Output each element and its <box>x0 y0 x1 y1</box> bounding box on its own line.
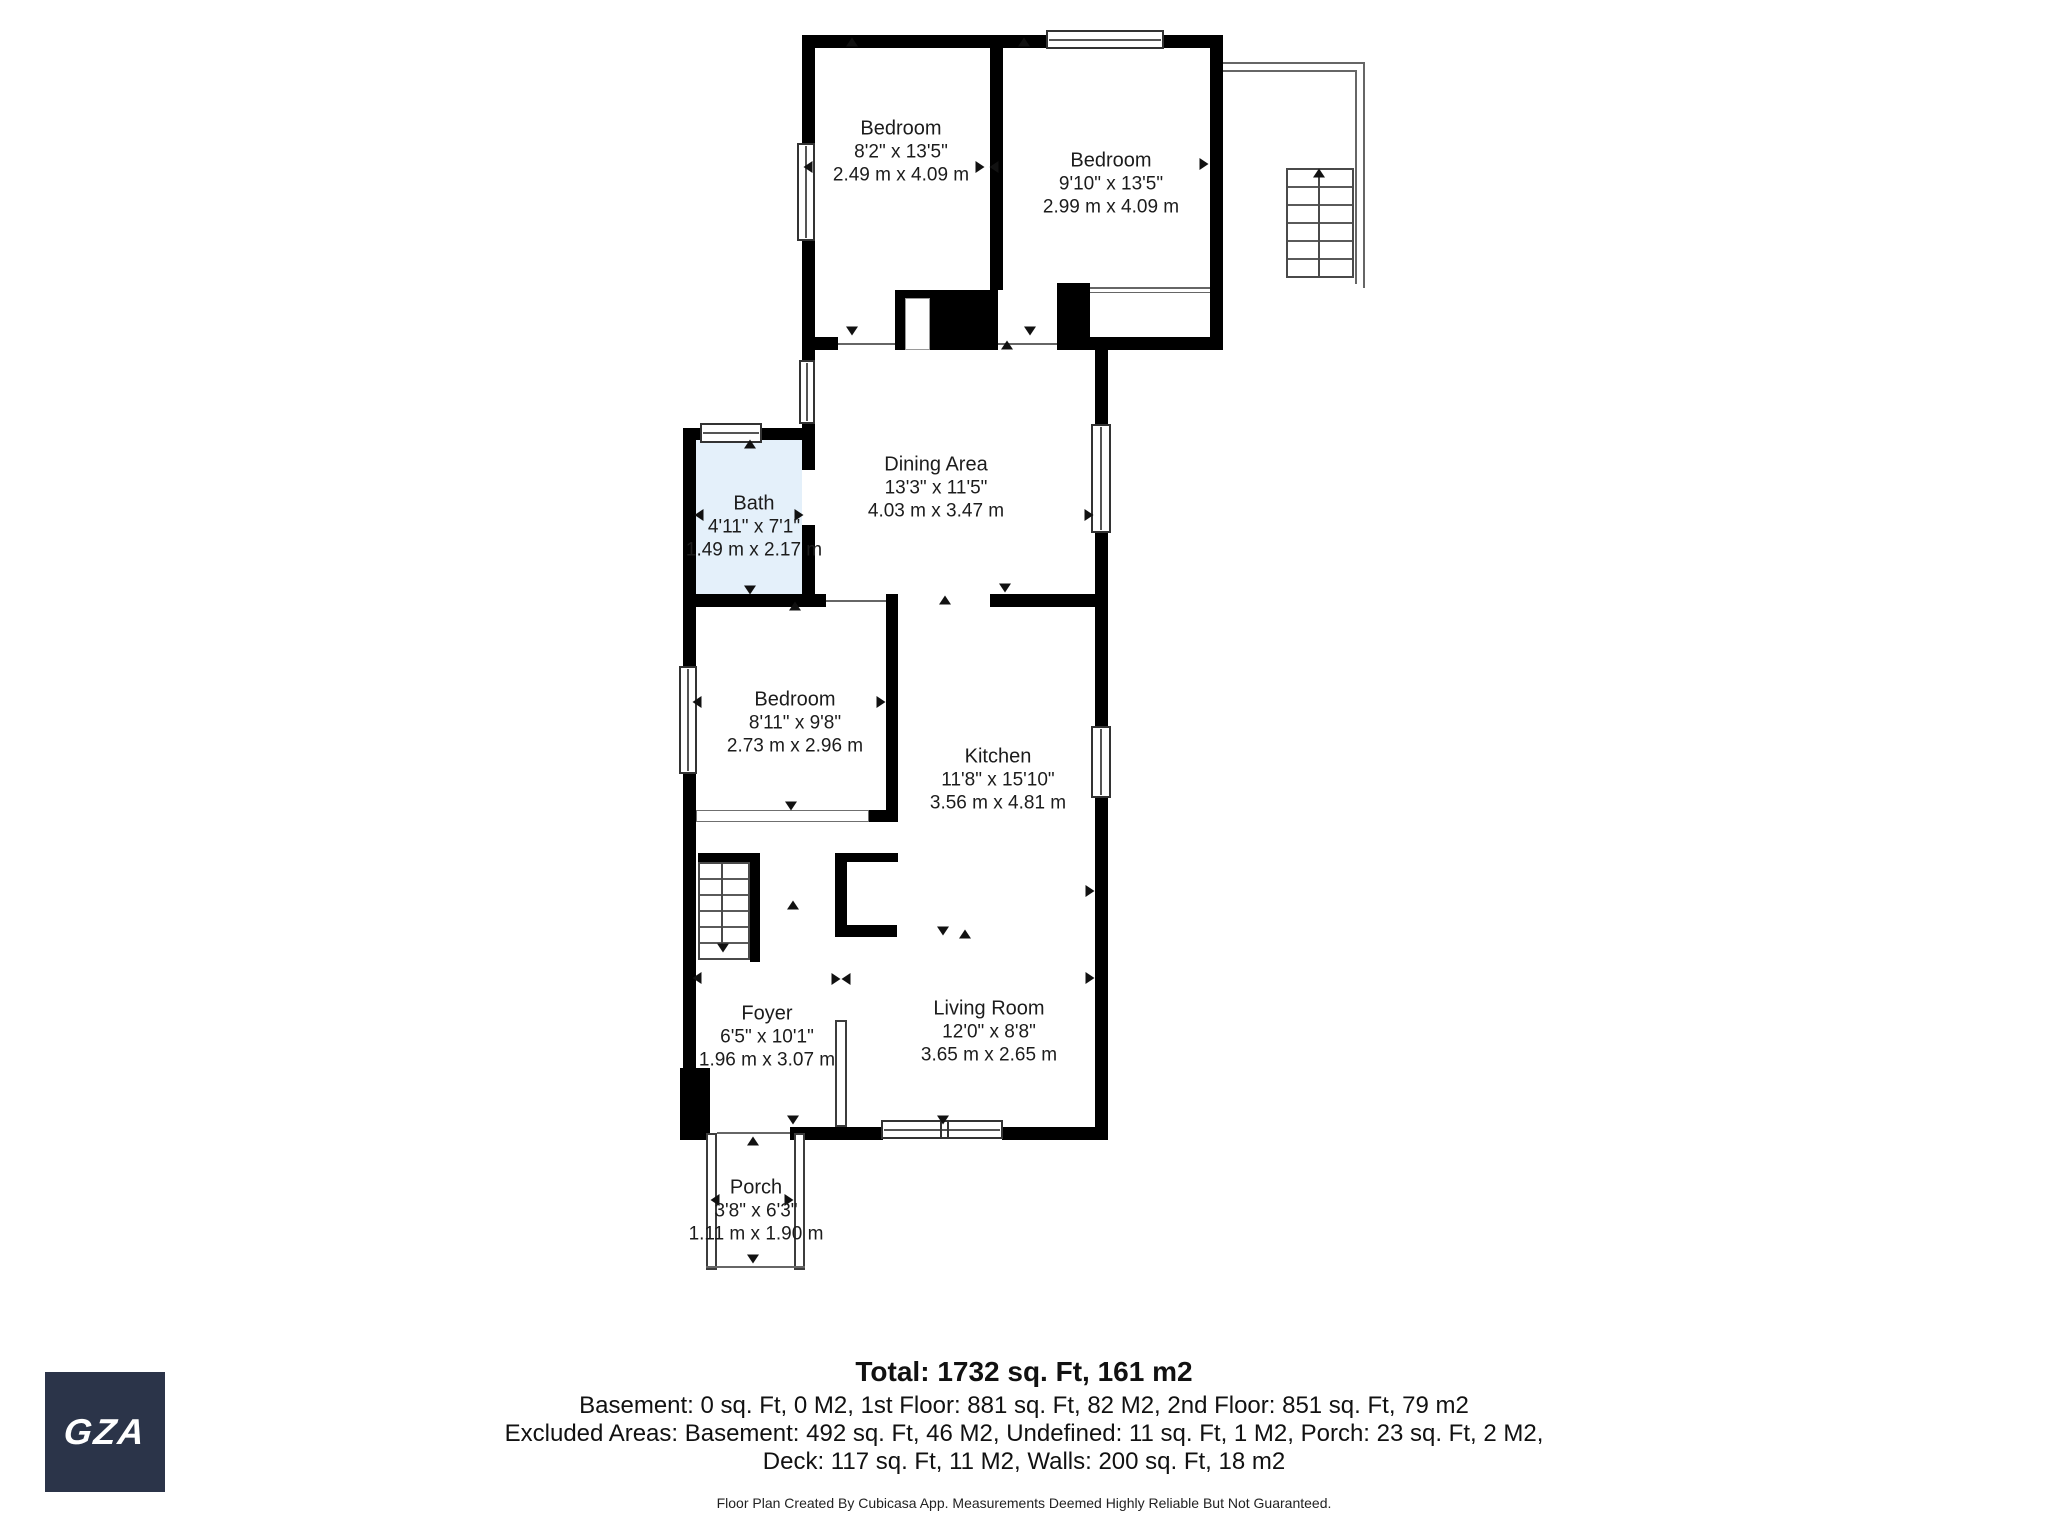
stair-direction-arrow <box>1313 169 1325 178</box>
threshold-or-railing-line <box>1090 292 1210 293</box>
door-arrow <box>787 1116 799 1125</box>
window-pane-line <box>806 363 808 421</box>
window-pane-line <box>687 669 689 771</box>
door-arrow <box>787 901 799 910</box>
door-arrow <box>937 927 949 936</box>
window <box>797 143 815 241</box>
wall-segment <box>1095 797 1108 1140</box>
wall-segment <box>835 853 898 862</box>
room-size-metric: 3.65 m x 2.65 m <box>920 1044 1058 1066</box>
threshold-or-railing-line <box>706 1266 805 1268</box>
door-arrow <box>959 930 971 939</box>
window <box>1091 424 1111 533</box>
gza-logo-text: GZA <box>61 1411 149 1452</box>
room-size-metric: 2.99 m x 4.09 m <box>1042 196 1180 218</box>
door-arrow <box>1086 885 1095 897</box>
door-arrow <box>832 973 841 985</box>
door-arrow <box>990 161 999 173</box>
wall-segment <box>1095 337 1108 425</box>
wall-segment <box>683 773 696 1068</box>
room-label-bath <box>686 493 822 562</box>
door-arrow <box>846 327 858 336</box>
door-arrow <box>1018 38 1030 47</box>
room-size-imperial: 3'8" x 6'3" <box>714 1200 798 1222</box>
gza-logo <box>45 1372 165 1492</box>
summary-excluded-areas: Excluded Areas: Basement: 492 sq. Ft, 46 M2, Undefined: 11 sq. Ft, 1 M2, Porch: 23 sq. Ft, 2 M2, <box>504 1420 1544 1447</box>
room-size-metric: 1.11 m x 1.90 m <box>688 1223 824 1245</box>
room-size-imperial: 8'2" x 13'5" <box>854 141 948 163</box>
summary-floors: Basement: 0 sq. Ft, 0 M2, 1st Floor: 881 sq. Ft, 82 M2, 2nd Floor: 851 sq. Ft, 79 m2 <box>579 1392 1469 1419</box>
wall-segment <box>869 810 898 822</box>
door-arrow <box>1024 327 1036 336</box>
stair-tread <box>1288 258 1352 260</box>
stair-tread <box>1288 222 1352 224</box>
wall-segment <box>886 594 898 607</box>
threshold-or-railing-line <box>826 600 886 602</box>
wall-segment <box>835 862 847 937</box>
door-arrow <box>1085 509 1094 521</box>
room-name: Kitchen <box>964 745 1032 768</box>
stair-tread <box>700 878 748 880</box>
stair-tread <box>1288 240 1352 242</box>
wall-segment <box>1002 1127 1108 1140</box>
door-arrow <box>976 161 985 173</box>
room-size-imperial: 6'5" x 10'1" <box>720 1026 814 1048</box>
wall-segment <box>1057 337 1223 350</box>
wall-segment <box>802 337 838 350</box>
door-arrow <box>842 973 851 985</box>
stair-tread <box>700 926 748 928</box>
door-arrow <box>747 1255 759 1264</box>
door-arrow <box>939 596 951 605</box>
stair-tread <box>700 894 748 896</box>
room-size-imperial: 12'0" x 8'8" <box>942 1021 1036 1043</box>
door-arrow <box>1200 158 1209 170</box>
door-arrow <box>1086 972 1095 984</box>
door-arrow <box>999 584 1011 593</box>
window-pane-line <box>1100 729 1102 795</box>
door-arrow <box>937 1116 949 1125</box>
room-name: Living Room <box>933 997 1045 1020</box>
room-name: Porch <box>729 1176 783 1199</box>
threshold-or-railing-line <box>1355 70 1357 284</box>
window-pane-line <box>703 432 759 434</box>
door-arrow <box>804 161 813 173</box>
closet-opening <box>696 810 869 822</box>
door-arrow <box>785 802 797 811</box>
room-label-bedroom-first-floor <box>727 689 863 758</box>
door-arrow <box>877 696 886 708</box>
room-size-metric: 2.73 m x 2.96 m <box>726 735 864 757</box>
room-size-metric: 2.49 m x 4.09 m <box>832 164 970 186</box>
threshold-or-railing-line <box>1223 70 1355 72</box>
room-label-porch <box>689 1177 824 1246</box>
threshold-or-railing-line <box>717 1132 790 1134</box>
window-pane-line <box>1100 427 1102 530</box>
threshold-or-railing-line <box>1363 62 1365 288</box>
disclaimer-text: Floor Plan Created By Cubicasa App. Measurements Deemed Highly Reliable But Not Guaranteed. <box>716 1495 1332 1511</box>
room-name: Bedroom <box>860 117 942 140</box>
stair-tread <box>700 910 748 912</box>
room-label-dining-area <box>868 454 1004 523</box>
room-size-metric: 3.56 m x 4.81 m <box>929 792 1067 814</box>
door-arrow <box>693 972 702 984</box>
room-size-imperial: 4'11" x 7'1" <box>707 516 801 538</box>
stair-direction-line <box>721 864 723 948</box>
room-label-bedroom-upper-right <box>1043 150 1179 219</box>
wall-segment <box>683 607 696 668</box>
room-label-bedroom-upper-left <box>833 118 969 187</box>
room-label-living-room <box>921 998 1057 1067</box>
window <box>1091 726 1111 798</box>
wall-segment <box>750 853 760 962</box>
room-name: Dining Area <box>884 453 988 476</box>
wall-segment <box>1210 48 1223 350</box>
summary-total: Total: 1732 sq. Ft, 161 m2 <box>855 1356 1193 1387</box>
room-size-imperial: 13'3" x 11'5" <box>884 477 988 499</box>
wall-segment <box>698 853 752 862</box>
window <box>1046 30 1164 49</box>
threshold-or-railing-line <box>1090 287 1210 289</box>
door-arrow <box>747 1137 759 1146</box>
room-name: Bedroom <box>1070 149 1152 172</box>
room-name: Foyer <box>741 1002 793 1025</box>
window <box>679 666 697 774</box>
room-label-kitchen <box>930 746 1066 815</box>
window-pane-line <box>805 146 807 238</box>
room-name: Bedroom <box>754 688 836 711</box>
wall-segment <box>680 1068 710 1140</box>
room-size-metric: 1.96 m x 3.07 m <box>698 1049 836 1071</box>
room-label-foyer <box>699 1003 835 1072</box>
door-arrow <box>846 38 858 47</box>
closet-door-notch <box>905 298 930 350</box>
wall-segment <box>990 594 1108 607</box>
room-size-metric: 1.49 m x 2.17 m <box>685 539 823 561</box>
door-arrow <box>693 696 702 708</box>
stair-tread <box>1288 186 1352 188</box>
window-pane-line <box>884 1129 1000 1131</box>
wall-segment <box>886 607 898 822</box>
wall-segment <box>1057 283 1090 337</box>
threshold-or-railing-line <box>1223 62 1365 64</box>
wall-segment <box>758 428 815 440</box>
threshold-or-railing-line <box>838 343 895 345</box>
thin-wall <box>835 1020 847 1127</box>
wall-segment <box>847 925 897 937</box>
wall-segment <box>683 594 826 607</box>
wall-segment <box>1095 532 1108 728</box>
room-size-imperial: 11'8" x 15'10" <box>941 769 1055 791</box>
door-arrow <box>1001 341 1013 350</box>
door-arrow <box>744 586 756 595</box>
stair-direction-arrow <box>717 944 729 953</box>
window <box>799 360 815 424</box>
room-size-imperial: 8'11" x 9'8" <box>748 712 842 734</box>
door-arrow <box>789 602 801 611</box>
window-pane-line <box>1049 39 1161 41</box>
room-size-imperial: 9'10" x 13'5" <box>1058 173 1164 195</box>
room-name: Bath <box>733 492 775 515</box>
stair-direction-line <box>1318 172 1320 276</box>
stair-tread <box>1288 204 1352 206</box>
room-size-metric: 4.03 m x 3.47 m <box>867 500 1005 522</box>
summary-deck-walls: Deck: 117 sq. Ft, 11 M2, Walls: 200 sq. Ft, 18 m2 <box>762 1448 1286 1475</box>
door-arrow <box>744 440 756 449</box>
